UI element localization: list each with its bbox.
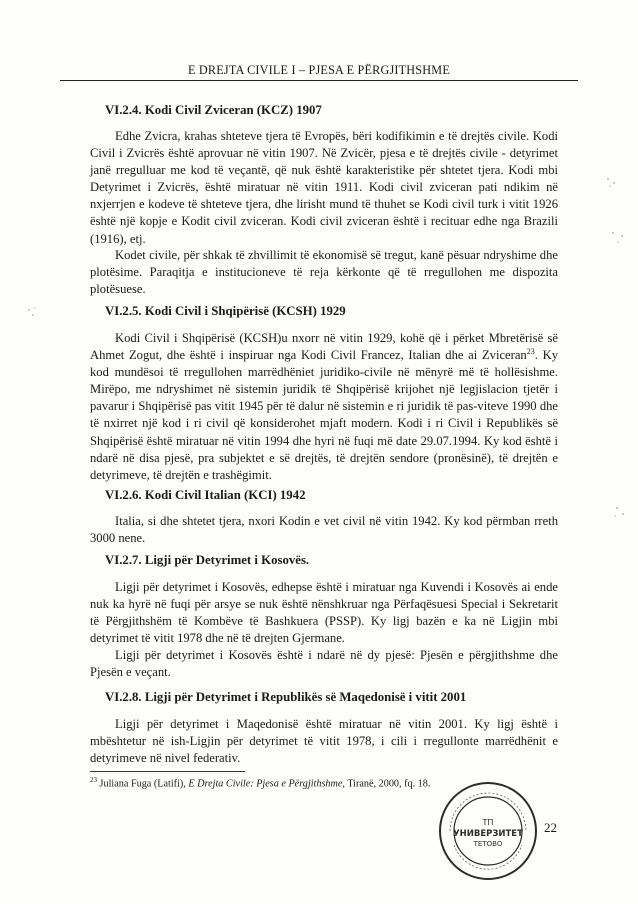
footnote-author: Juliana Fuga (Latifi), bbox=[99, 778, 189, 790]
section-heading-kci: VI.2.6. Kodi Civil Italian (KCI) 1942 bbox=[105, 488, 306, 502]
footnote-rule bbox=[90, 771, 245, 772]
svg-text:ТП: ТП bbox=[482, 818, 494, 827]
paragraph-kosovo-1: Ligji për detyrimet i Kosovës, edhepse është i miratuar nga Kuvendi i Kosovës ai ende nuk ka hyrë në fuqi për arsye se nuk është nënshkruar nga Përfaqësuesi Special i Sekretarit të Përgjithshëm të Kombëve të Bashkuera (PSSP). Ky ligj bazën e ka në Ligjin mbi detyrimet të vitit 1978 dhe në të drejten Gjermane. bbox=[90, 580, 558, 646]
footnote-number: 23 bbox=[90, 776, 97, 784]
scan-noise-icon bbox=[604, 175, 620, 189]
scan-noise-icon bbox=[612, 505, 628, 519]
page-number: 22 bbox=[544, 820, 557, 835]
header-rule bbox=[60, 80, 578, 81]
paragraph-kcsh-1-text: Kodi Civil i Shqipërisë (KCSH)u nxorr në vitin 1929, kohë që i përket Mbretërisë së Ahmet Zogut, dhe është i inspiruar nga Kodi Civil Francez, Italian dhe ai Zviceran bbox=[90, 331, 558, 363]
paragraph-kcz-1: Edhe Zvicra, krahas shteteve tjera të Evropës, bëri kodifikimin e të drejtës civile. Kodi Civil i Zvicrës është aprovuar në vitin 1907. Në Zvicër, pjesa e të drejtës civile - detyrimet janë rregulluar me kod të veçantë, që nuk është karakteristike për shtetet tjera. Kodi mbi Detyrimet i Zvicrës, është miratuar në vitin 1911. Kodi civil zviceran pati ndikim në nxjerrjen e kodeve të shteteve tjera, dhe lirisht mund të thuhet se Kodi civil turk i vitit 1926 është një kopje e Kodit civil zviceran. Kodi civil zviceran është i recituar edhe nga Brazili (1916), etj. bbox=[90, 129, 558, 246]
paragraph-macedonia-1: Ligji për detyrimet i Maqedonisë është miratuar në vitin 2001. Ky ligj është i mbështetur në ish-Ligjin për detyrimet të vitit 1978, i cili i rregullonte marrëdhënit e detyrimeve në nivel federativ. bbox=[90, 717, 558, 766]
paragraph-kci-1: Italia, si dhe shtetet tjera, nxori Kodin e vet civil në vitin 1942. Ky kod përmban rreth 3000 nene. bbox=[90, 514, 558, 546]
paragraph-kosovo-2: Ligji për detyrimet i Kosovës është i ndarë në dy pjesë: Pjesën e përgjithshme dhe Pjesën e veçant. bbox=[90, 648, 558, 680]
footnote-rest: , Tiranë, 2000, fq. 18. bbox=[342, 778, 431, 790]
footnote-title: E Drejta Civile: Pjesa e Përgjithshme bbox=[188, 778, 343, 790]
svg-text:ТЕТОВО: ТЕТОВО bbox=[473, 840, 503, 848]
paragraph-kcz-2: Kodet civile, për shkak të zhvillimit të ekonomisë së tregut, kanë pësuar ndryshime dhe plotësime. Paraqitja e institucioneve të reja kërkonte që të rregullohen me dispozita plotësuese. bbox=[90, 248, 558, 297]
section-heading-kosovo: VI.2.7. Ligji për Detyrimet i Kosovës. bbox=[105, 553, 310, 567]
university-stamp-icon bbox=[436, 779, 540, 883]
paragraph-kcsh-1: Kodi Civil i Shqipërisë (KCSH)u nxorr në vitin 1929, kohë që i përket Mbretërisë së Ahmet Zogut, dhe është i inspiruar nga Kodi Civil Francez, Italian dhe ai Zviceran$^{23}$. Ky kod mundësoi të rregullohen marrëdhëniet juridiko-civile në mënyrë më të hollësishme. Mirëpo, me ndryshimet në sistemin juridik të Shqipërisë krijohet një legjislacion tjetër i pavarur i Shqipërisë pas vitit 1945 për të dalur në sistemin e ri juridik të pas-viteve 1990 dhe të nxirret një kod i ri civil që konsiderohet mjaft modern. Kodi i ri Civil i Republikës së Shqipërisë është miratuar në vitin 1994 dhe hyri në fuqi më date 29.07.1994. Ky kod është i ndarë në disa pjesë, pra subjektet e së drejtës, të drejtën sendore (pronësinë), të drejtën e detyrimeve, të drejtën e trashëgimit. bbox=[90, 331, 558, 482]
section-heading-kcsh: VI.2.5. Kodi Civil i Shqipërisë (KCSH) 1929 bbox=[105, 304, 346, 318]
footnote-reference: 23 bbox=[526, 346, 535, 356]
section-heading-kcz: VI.2.4. Kodi Civil Zviceran (KCZ) 1907 bbox=[105, 103, 322, 117]
paragraph-kcsh-1-continued: Ky kod mundësoi të rregullohen marrëdhëniet juridiko-civile në mënyrë më të hollësishme. Mirëpo, me ndryshimet në sistemin juridik të Shqipërisë krijohet një legjislacion tjetër i pavarur i Shqipërisë pas vitit 1945 për të dalur në sistemin e ri juridik të pas-viteve 1990 dhe të nxirret një kod i ri civil që konsiderohet mjaft modern. Kodi i ri Civil i Republikës së Shqipërisë është miratuar në vitin 1994 dhe hyri në fuqi më date 29.07.1994. Ky kod është i ndarë në disa pjesë, pra subjektet e së drejtës, të drejtën sendore (pronësinë), të drejtën e detyrimeve, të drejtën e trashëgimit. bbox=[90, 348, 558, 482]
scan-noise-icon bbox=[610, 230, 626, 244]
svg-text:УНИВЕРЗИТЕТ: УНИВЕРЗИТЕТ bbox=[453, 829, 523, 839]
scan-noise-icon bbox=[25, 305, 41, 319]
running-header: E DREJTA CIVILE I – PJESA E PËRGJITHSHME bbox=[188, 63, 450, 77]
section-heading-macedonia: VI.2.8. Ligji për Detyrimet i Republikës së Maqedonisë i vitit 2001 bbox=[105, 690, 467, 704]
